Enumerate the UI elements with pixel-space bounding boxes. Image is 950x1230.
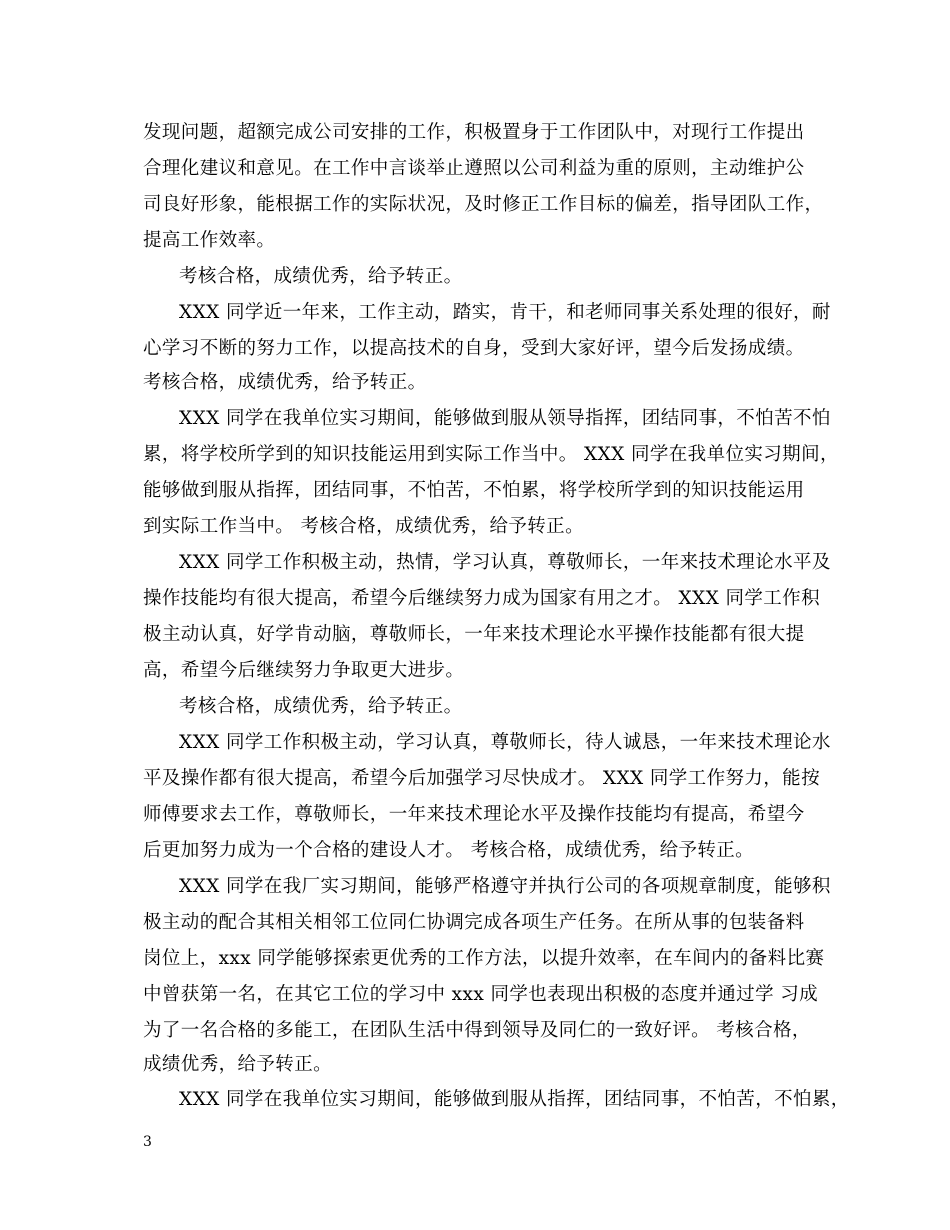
text-line: 极主动认真，好学肯动脑，尊敬师长，一年来技术理论水平操作技能都有很大提 (143, 624, 805, 645)
text-line: 合理化建议和意见。在工作中言谈举止遵照以公司利益为重的原则，主动维护公 (143, 158, 805, 179)
text-line: 考核合格，成绩优秀，给予转正。 (179, 266, 463, 287)
text-line: 到实际工作当中。 考核合格，成绩优秀，给予转正。 (143, 516, 584, 537)
text-line: XXX 同学近一年来，工作主动，踏实，肯干，和老师同事关系处理的很好，耐 (179, 302, 831, 323)
text-line: XXX 同学工作积极主动，学习认真，尊敬师长，待人诚恳，一年来技术理论水 (179, 732, 831, 753)
text-line: 能够做到服从指挥，团结同事，不怕苦，不怕累，将学校所学到的知识技能运用 (143, 480, 805, 501)
text-line: 司良好形象，能根据工作的实际状况，及时修正工作目标的偏差，指导团队工作， (143, 194, 824, 215)
text-line: 成绩优秀，给予转正。 (143, 1054, 333, 1075)
text-line: 考核合格，成绩优秀，给予转正。 (143, 372, 427, 393)
text-line: XXX 同学在我厂实习期间，能够严格遵守并执行公司的各项规章制度，能够积 (179, 876, 831, 897)
text-line: 师傅要求去工作，尊敬师长，一年来技术理论水平及操作技能均有提高，希望今 (143, 804, 805, 825)
text-line: 后更加努力成为一个合格的建设人才。 考核合格，成绩优秀，给予转正。 (143, 840, 755, 861)
text-line: XXX 同学在我单位实习期间，能够做到服从领导指挥，团结同事，不怕苦不怕 (179, 408, 831, 429)
text-line: 操作技能均有很大提高，希望今后继续努力成为国家有用之才。 XXX 同学工作积 (143, 588, 820, 609)
text-line: 中曾获第一名，在其它工位的学习中 xxx 同学也表现出积极的态度并通过学 习成 (143, 984, 819, 1005)
text-line: 提高工作效率。 (143, 230, 276, 251)
text-line: 岗位上，xxx 同学能够探索更优秀的工作方法，以提升效率，在车间内的备料比赛 (143, 948, 825, 969)
text-line: 平及操作都有很大提高，希望今后加强学习尽快成才。 XXX 同学工作努力，能按 (143, 768, 820, 789)
text-line: 极主动的配合其相关相邻工位同仁协调完成各项生产任务。在所从事的包装备料 (143, 912, 805, 933)
text-line: 高，希望今后继续努力争取更大进步。 (143, 660, 465, 681)
text-line: 发现问题，超额完成公司安排的工作，积极置身于工作团队中，对现行工作提出 (143, 122, 805, 143)
page-number: 3 (143, 1134, 152, 1150)
text-line: 考核合格，成绩优秀，给予转正。 (179, 696, 463, 717)
text-line: 累，将学校所学到的知识技能运用到实际工作当中。 XXX 同学在我单位实习期间， (143, 444, 839, 465)
text-line: XXX 同学在我单位实习期间，能够做到服从指挥，团结同事，不怕苦，不怕累， (179, 1089, 850, 1110)
text-line: 心学习不断的努力工作，以提高技术的自身，受到大家好评，望今后发扬成绩。 (143, 338, 805, 359)
text-line: XXX 同学工作积极主动，热情，学习认真，尊敬师长，一年来技术理论水平及 (179, 552, 831, 573)
text-line: 为了一名合格的多能工，在团队生活中得到领导及同仁的一致好评。 考核合格， (143, 1020, 811, 1041)
